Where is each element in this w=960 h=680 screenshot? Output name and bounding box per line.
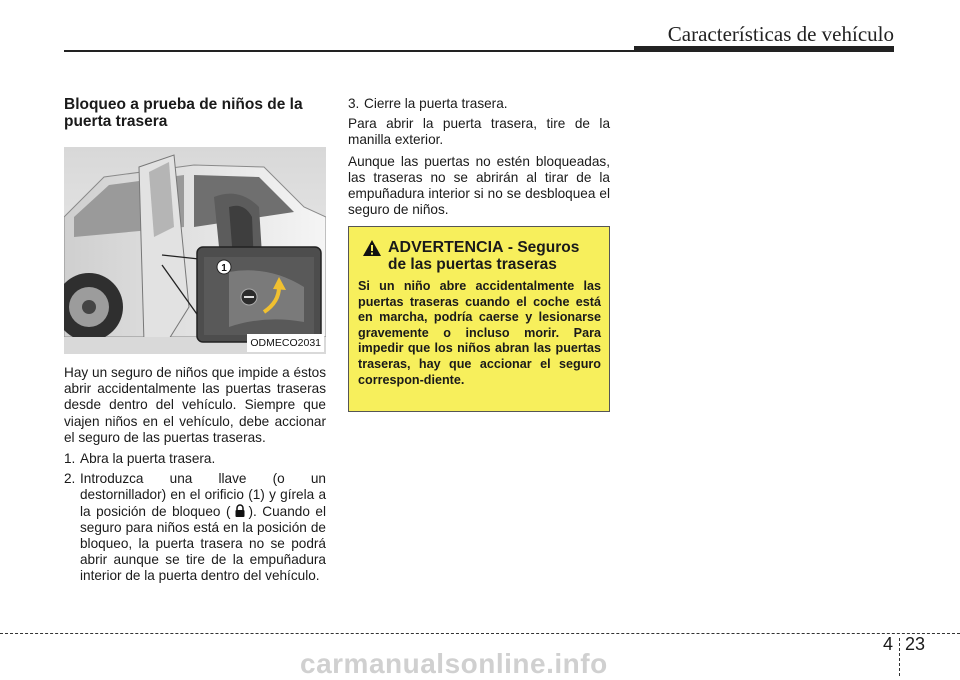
figure-code: ODMECO2031 xyxy=(247,334,324,352)
warning-header xyxy=(362,239,601,273)
step-text: Abra la puerta trasera. xyxy=(80,451,216,467)
left-column xyxy=(64,96,326,589)
intro-paragraph: Hay un seguro de niños que impide a éstos abrir accidentalmente las puertas traseras desde dentro del vehículo. Siempre que viajen niños en el vehículo, debe accionar el seguro de las puertas traseras. xyxy=(64,365,326,445)
footer-rule xyxy=(0,633,960,634)
chapter-number: 4 xyxy=(883,634,894,654)
step-item xyxy=(348,96,610,112)
step-number: 3. xyxy=(348,96,360,111)
step-text: Cierre la puerta trasera. xyxy=(364,96,508,111)
car-door-illustration xyxy=(64,147,326,354)
step-text-after-icon: ). Cuando el seguro para niños está en la posición de bloqueo, la puerta trasera no se podrá abrir aunque se tire de la empuñadura interior de la puerta dentro del vehículo. xyxy=(80,503,327,584)
page-header-title: Características de vehículo xyxy=(667,22,894,46)
step-number: 2. xyxy=(64,471,76,487)
warning-body: Si un niño abre accidentalmente las puertas traseras cuando el coche está en marcha, podría caerse y lesionarse gravemente o incluso morir. Para impedir que los niños abran las puertas traseras, hay que accionar el seguro correspon-diente. xyxy=(358,279,601,387)
warning-title xyxy=(388,239,579,273)
step-item xyxy=(64,471,326,584)
paragraph: Aunque las puertas no estén bloqueadas, las traseras no se abrirán al tirar de la empuñadura interior si no se desbloquea el seguro de niños. xyxy=(348,153,610,218)
page-number-separator xyxy=(899,638,900,676)
warning-subtitle: de las puertas traseras xyxy=(388,256,557,273)
warning-title-main: ADVERTENCIA xyxy=(388,239,504,256)
step-number: 1. xyxy=(64,451,76,467)
paragraph: Para abrir la puerta trasera, tire de la manilla exterior. xyxy=(348,116,610,148)
middle-column xyxy=(348,96,610,223)
step-text-before-icon: Introduzca una llave (o un destornillador) en el orificio (1) y gírela a la posición de bloqueo ( xyxy=(80,471,326,519)
lock-icon xyxy=(233,504,247,518)
watermark: carmanualsonline.info xyxy=(300,648,608,679)
section-heading: Bloqueo a prueba de niños de la puerta trasera xyxy=(64,96,303,130)
step-list-continued xyxy=(348,96,610,112)
header-rule-accent xyxy=(634,46,894,51)
warning-box xyxy=(348,226,610,412)
step-item xyxy=(64,451,326,467)
child-lock-figure xyxy=(64,147,326,354)
warning-title-suffix: - Seguros xyxy=(507,239,580,256)
warning-triangle-icon xyxy=(362,239,382,257)
page-number: 23 xyxy=(905,634,926,654)
callout-number: 1 xyxy=(221,263,227,274)
step-list xyxy=(64,451,326,585)
